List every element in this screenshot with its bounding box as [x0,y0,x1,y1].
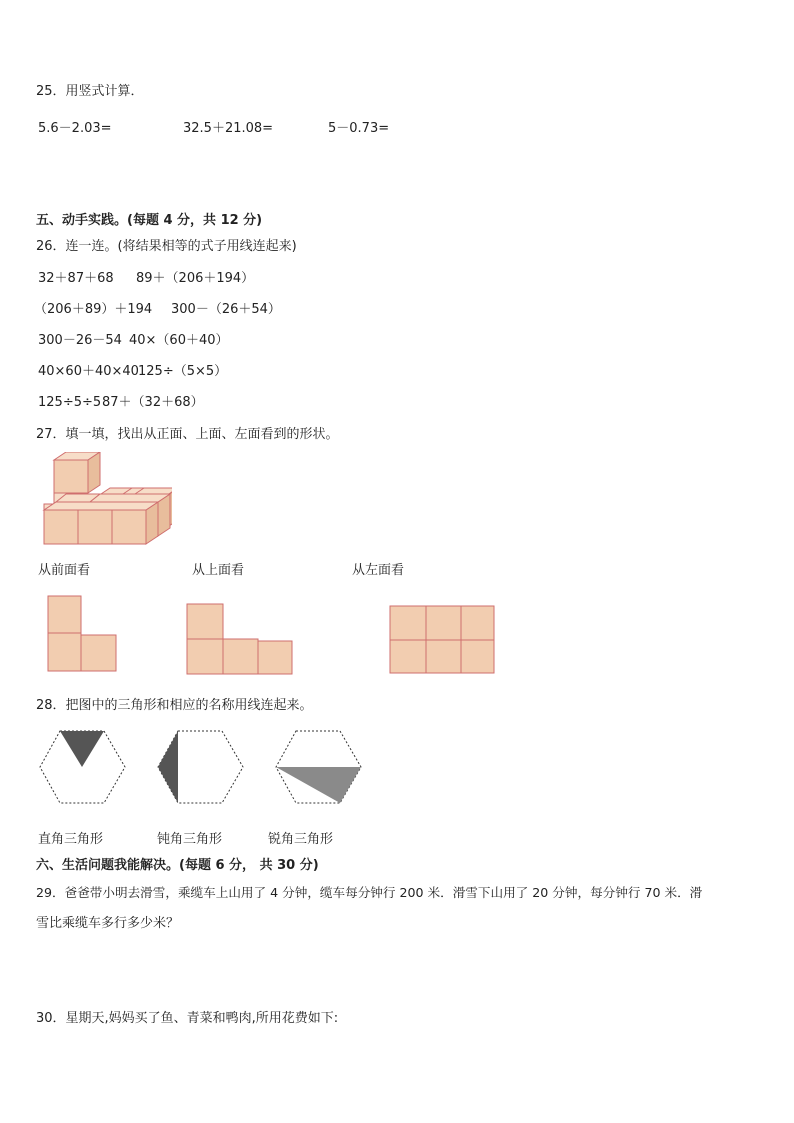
hexagon-acute-triangle-figure [274,729,364,807]
q26-row1-left: 32＋87＋68 [38,271,114,286]
q26-row3-right: 40×（60＋40） [129,333,229,348]
top-view-square [223,639,258,674]
front-view-square [48,596,81,633]
top-view-square [258,641,292,674]
top-view-square [187,639,223,674]
q26-row2-right: 300－（26＋54） [171,302,281,317]
cube-front-3 [112,510,146,544]
q26-row4-left: 40×60＋40×40 [38,364,139,379]
view-left-label: 从左面看 [352,563,405,578]
section5-title: 五、动手实践。(每题 4 分，共 12 分) [36,213,263,228]
left-view-square [390,640,426,673]
left-view-square [426,606,461,640]
view-front-label: 从前面看 [38,563,91,578]
q25-item-2: 32.5＋21.08= [183,121,274,136]
q27-title: 27．填一填，找出从正面、上面、左面看到的形状。 [36,427,339,442]
left-view-square [461,606,494,640]
front-view-shape [46,594,120,674]
q26-row4-right: 125÷（5×5） [138,364,228,379]
cube-stack-figure [40,452,172,548]
q26-row5-right: 87＋（32＋68） [102,395,204,410]
section6-title: 六、生活问题我能解决。(每题 6 分， 共 30 分) [36,858,319,873]
q26-row1-right: 89＋（206＋194） [136,271,255,286]
q26-title: 26．连一连。(将结果相等的式子用线连起来) [36,239,297,254]
view-top-label: 从上面看 [192,563,245,578]
q25-item-1: 5.6－2.03= [38,121,112,136]
front-view-square [81,635,116,671]
front-view-square [48,633,81,671]
q29-line1: 29．爸爸带小明去滑雪，乘缆车上山用了 4 分钟，缆车每分钟行 200 米．滑雪下山用了 20 分钟，每分钟行 70 米．滑 [36,885,703,900]
left-view-shape [388,604,498,676]
q26-row5-left: 125÷5÷5 [38,395,102,410]
q26-row3-left: 300－26－54 [38,333,122,348]
cube-front-top-strip [44,502,158,510]
q25-title: 25．用竖式计算． [36,84,144,99]
top-view-shape [185,602,295,678]
hexagon-obtuse-triangle-figure [156,729,246,807]
shaded-triangle [158,731,178,803]
left-view-square [390,606,426,640]
top-view-square [187,604,223,639]
cube-front-face [54,460,88,493]
triangle-name-acute: 锐角三角形 [268,832,334,847]
q30-title: 30．星期天,妈妈买了鱼、青菜和鸭肉,所用花费如下: [36,1011,339,1026]
q28-title: 28．把图中的三角形和相应的名称用线连起来。 [36,698,313,713]
left-view-square [426,640,461,673]
cube-back-top-strip [90,494,170,502]
q25-item-3: 5－0.73= [328,121,390,136]
hexagon-right-triangle-figure [38,729,128,807]
triangle-name-obtuse: 钝角三角形 [157,832,223,847]
q26-row2-left: （206＋89）＋194 [34,302,153,317]
cube-front-2 [78,510,112,544]
q29-line2: 雪比乘缆车多行多少米？ [36,916,180,931]
cube-front-1 [44,510,78,544]
triangle-name-right: 直角三角形 [38,832,104,847]
left-view-square [461,640,494,673]
